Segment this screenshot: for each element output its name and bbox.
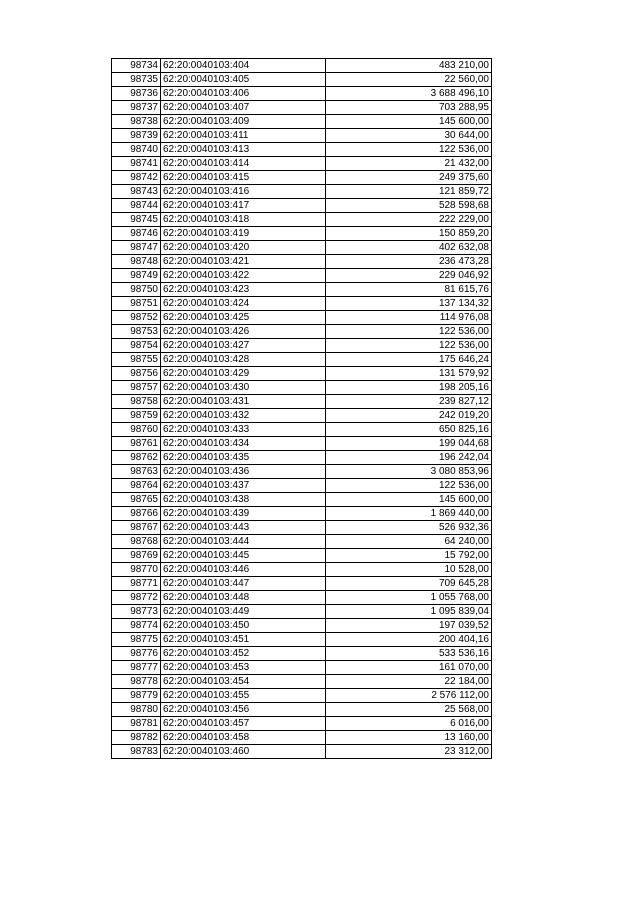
row-number-cell: 98767: [112, 521, 161, 535]
table-row: [112, 437, 492, 451]
table-row: [112, 255, 492, 269]
row-number-cell: 98778: [112, 675, 161, 689]
row-number-cell: 98760: [112, 423, 161, 437]
cadastral-number-cell: 62:20:0040103:423: [161, 283, 326, 297]
table-row: [112, 633, 492, 647]
cadastral-number-cell: 62:20:0040103:418: [161, 213, 326, 227]
table-row: [112, 311, 492, 325]
row-number-cell: 98776: [112, 647, 161, 661]
cadastral-value-cell: 199 044,68: [326, 437, 492, 451]
cadastral-number-cell: 62:20:0040103:414: [161, 157, 326, 171]
cadastral-number-cell: 62:20:0040103:435: [161, 451, 326, 465]
cadastral-number-cell: 62:20:0040103:449: [161, 605, 326, 619]
table-row: [112, 339, 492, 353]
row-number-cell: 98753: [112, 325, 161, 339]
table-row: [112, 241, 492, 255]
row-number-cell: 98774: [112, 619, 161, 633]
row-number-cell: 98781: [112, 717, 161, 731]
cadastral-value-cell: 402 632,08: [326, 241, 492, 255]
row-number-cell: 98755: [112, 353, 161, 367]
row-number-cell: 98750: [112, 283, 161, 297]
cadastral-value-cell: 650 825,16: [326, 423, 492, 437]
cadastral-value-cell: 197 039,52: [326, 619, 492, 633]
cadastral-number-cell: 62:20:0040103:425: [161, 311, 326, 325]
cadastral-value-cell: 198 205,16: [326, 381, 492, 395]
row-number-cell: 98763: [112, 465, 161, 479]
cadastral-number-cell: 62:20:0040103:439: [161, 507, 326, 521]
row-number-cell: 98765: [112, 493, 161, 507]
row-number-cell: 98780: [112, 703, 161, 717]
row-number-cell: 98779: [112, 689, 161, 703]
cadastral-value-cell: 13 160,00: [326, 731, 492, 745]
cadastral-number-cell: 62:20:0040103:421: [161, 255, 326, 269]
cadastral-number-cell: 62:20:0040103:458: [161, 731, 326, 745]
table-row: [112, 185, 492, 199]
table-row: [112, 717, 492, 731]
cadastral-number-cell: 62:20:0040103:445: [161, 549, 326, 563]
cadastral-value-cell: 222 229,00: [326, 213, 492, 227]
cadastral-number-cell: 62:20:0040103:448: [161, 591, 326, 605]
table-row: [112, 381, 492, 395]
table-row: [112, 465, 492, 479]
cadastral-number-cell: 62:20:0040103:422: [161, 269, 326, 283]
table-row: [112, 675, 492, 689]
table-row: [112, 395, 492, 409]
table-row: [112, 745, 492, 759]
table-row: [112, 171, 492, 185]
row-number-cell: 98737: [112, 101, 161, 115]
cadastral-number-cell: 62:20:0040103:428: [161, 353, 326, 367]
cadastral-number-cell: 62:20:0040103:447: [161, 577, 326, 591]
table-row: [112, 325, 492, 339]
row-number-cell: 98736: [112, 87, 161, 101]
row-number-cell: 98768: [112, 535, 161, 549]
row-number-cell: 98766: [112, 507, 161, 521]
cadastral-number-cell: 62:20:0040103:404: [161, 59, 326, 73]
table-row: [112, 451, 492, 465]
cadastral-number-cell: 62:20:0040103:444: [161, 535, 326, 549]
row-number-cell: 98771: [112, 577, 161, 591]
cadastral-value-cell: 236 473,28: [326, 255, 492, 269]
row-number-cell: 98754: [112, 339, 161, 353]
cadastral-value-cell: 121 859,72: [326, 185, 492, 199]
table-row: [112, 353, 492, 367]
cadastral-number-cell: 62:20:0040103:451: [161, 633, 326, 647]
cadastral-value-cell: 526 932,36: [326, 521, 492, 535]
row-number-cell: 98741: [112, 157, 161, 171]
cadastral-value-cell: 229 046,92: [326, 269, 492, 283]
cadastral-number-cell: 62:20:0040103:436: [161, 465, 326, 479]
cadastral-value-cell: 30 644,00: [326, 129, 492, 143]
cadastral-number-cell: 62:20:0040103:460: [161, 745, 326, 759]
cadastral-value-cell: 145 600,00: [326, 493, 492, 507]
row-number-cell: 98751: [112, 297, 161, 311]
cadastral-number-cell: 62:20:0040103:409: [161, 115, 326, 129]
row-number-cell: 98740: [112, 143, 161, 157]
cadastral-number-cell: 62:20:0040103:450: [161, 619, 326, 633]
row-number-cell: 98775: [112, 633, 161, 647]
row-number-cell: 98764: [112, 479, 161, 493]
cadastral-value-cell: 709 645,28: [326, 577, 492, 591]
table-row: [112, 731, 492, 745]
table-row: [112, 227, 492, 241]
cadastral-value-cell: 483 210,00: [326, 59, 492, 73]
cadastral-number-cell: 62:20:0040103:430: [161, 381, 326, 395]
cadastral-number-cell: 62:20:0040103:452: [161, 647, 326, 661]
cadastral-value-cell: 15 792,00: [326, 549, 492, 563]
table-row: [112, 521, 492, 535]
table-row: [112, 549, 492, 563]
cadastral-number-cell: 62:20:0040103:407: [161, 101, 326, 115]
cadastral-number-cell: 62:20:0040103:455: [161, 689, 326, 703]
row-number-cell: 98752: [112, 311, 161, 325]
cadastral-value-cell: 200 404,16: [326, 633, 492, 647]
table-row: [112, 619, 492, 633]
cadastral-number-cell: 62:20:0040103:457: [161, 717, 326, 731]
cadastral-number-cell: 62:20:0040103:413: [161, 143, 326, 157]
row-number-cell: 98770: [112, 563, 161, 577]
row-number-cell: 98759: [112, 409, 161, 423]
cadastral-value-cell: 122 536,00: [326, 339, 492, 353]
row-number-cell: 98746: [112, 227, 161, 241]
cadastral-number-cell: 62:20:0040103:427: [161, 339, 326, 353]
row-number-cell: 98773: [112, 605, 161, 619]
cadastral-value-cell: 25 568,00: [326, 703, 492, 717]
table-row: [112, 269, 492, 283]
cadastral-number-cell: 62:20:0040103:416: [161, 185, 326, 199]
cadastral-number-cell: 62:20:0040103:405: [161, 73, 326, 87]
table-row: [112, 577, 492, 591]
cadastral-number-cell: 62:20:0040103:437: [161, 479, 326, 493]
cadastral-value-cell: 6 016,00: [326, 717, 492, 731]
cadastral-value-cell: 1 869 440,00: [326, 507, 492, 521]
cadastral-number-cell: 62:20:0040103:424: [161, 297, 326, 311]
cadastral-value-cell: 10 528,00: [326, 563, 492, 577]
cadastral-value-cell: 533 536,16: [326, 647, 492, 661]
row-number-cell: 98757: [112, 381, 161, 395]
row-number-cell: 98743: [112, 185, 161, 199]
cadastral-value-cell: 3 080 853,96: [326, 465, 492, 479]
cadastral-value-cell: 22 184,00: [326, 675, 492, 689]
cadastral-value-cell: 21 432,00: [326, 157, 492, 171]
table-body: [112, 59, 492, 759]
table-row: [112, 297, 492, 311]
cadastral-number-cell: 62:20:0040103:432: [161, 409, 326, 423]
table-row: [112, 647, 492, 661]
cadastral-number-cell: 62:20:0040103:417: [161, 199, 326, 213]
table-row: [112, 73, 492, 87]
row-number-cell: 98782: [112, 731, 161, 745]
table-row: [112, 479, 492, 493]
row-number-cell: 98744: [112, 199, 161, 213]
cadastral-value-cell: 196 242,04: [326, 451, 492, 465]
cadastral-value-cell: 161 070,00: [326, 661, 492, 675]
table-row: [112, 661, 492, 675]
table-row: [112, 409, 492, 423]
cadastral-value-cell: 81 615,76: [326, 283, 492, 297]
cadastral-number-cell: 62:20:0040103:426: [161, 325, 326, 339]
cadastral-value-cell: 242 019,20: [326, 409, 492, 423]
cadastral-number-cell: 62:20:0040103:434: [161, 437, 326, 451]
cadastral-number-cell: 62:20:0040103:453: [161, 661, 326, 675]
row-number-cell: 98762: [112, 451, 161, 465]
cadastral-number-cell: 62:20:0040103:438: [161, 493, 326, 507]
cadastral-value-cell: 137 134,32: [326, 297, 492, 311]
row-number-cell: 98756: [112, 367, 161, 381]
row-number-cell: 98734: [112, 59, 161, 73]
cadastral-value-cell: 1 055 768,00: [326, 591, 492, 605]
row-number-cell: 98735: [112, 73, 161, 87]
table-row: [112, 143, 492, 157]
table-row: [112, 283, 492, 297]
row-number-cell: 98777: [112, 661, 161, 675]
row-number-cell: 98748: [112, 255, 161, 269]
cadastral-number-cell: 62:20:0040103:419: [161, 227, 326, 241]
table-row: [112, 129, 492, 143]
cadastral-value-cell: 703 288,95: [326, 101, 492, 115]
cadastral-number-cell: 62:20:0040103:431: [161, 395, 326, 409]
cadastral-number-cell: 62:20:0040103:433: [161, 423, 326, 437]
row-number-cell: 98747: [112, 241, 161, 255]
row-number-cell: 98745: [112, 213, 161, 227]
cadastral-value-cell: 150 859,20: [326, 227, 492, 241]
cadastral-number-cell: 62:20:0040103:429: [161, 367, 326, 381]
table-row: [112, 423, 492, 437]
row-number-cell: 98739: [112, 129, 161, 143]
table-row: [112, 493, 492, 507]
cadastral-value-cell: 145 600,00: [326, 115, 492, 129]
row-number-cell: 98749: [112, 269, 161, 283]
cadastral-value-cell: 64 240,00: [326, 535, 492, 549]
row-number-cell: 98758: [112, 395, 161, 409]
table-row: [112, 689, 492, 703]
table-row: [112, 157, 492, 171]
table-row: [112, 101, 492, 115]
cadastral-value-cell: 249 375,60: [326, 171, 492, 185]
cadastral-value-cell: 23 312,00: [326, 745, 492, 759]
cadastral-number-cell: 62:20:0040103:446: [161, 563, 326, 577]
cadastral-value-cell: 131 579,92: [326, 367, 492, 381]
table-row: [112, 199, 492, 213]
row-number-cell: 98738: [112, 115, 161, 129]
cadastral-number-cell: 62:20:0040103:411: [161, 129, 326, 143]
cadastral-value-cell: 122 536,00: [326, 143, 492, 157]
cadastral-number-cell: 62:20:0040103:454: [161, 675, 326, 689]
row-number-cell: 98783: [112, 745, 161, 759]
table-row: [112, 367, 492, 381]
table-row: [112, 535, 492, 549]
cadastral-value-cell: 3 688 496,10: [326, 87, 492, 101]
cadastral-value-cell: 1 095 839,04: [326, 605, 492, 619]
cadastral-value-cell: 2 576 112,00: [326, 689, 492, 703]
cadastral-number-cell: 62:20:0040103:443: [161, 521, 326, 535]
cadastral-value-cell: 122 536,00: [326, 325, 492, 339]
cadastral-value-cell: 114 976,08: [326, 311, 492, 325]
cadastral-number-cell: 62:20:0040103:406: [161, 87, 326, 101]
table-row: [112, 87, 492, 101]
table-row: [112, 703, 492, 717]
row-number-cell: 98772: [112, 591, 161, 605]
table-row: [112, 591, 492, 605]
table-row: [112, 59, 492, 73]
table-row: [112, 507, 492, 521]
table-row: [112, 605, 492, 619]
cadastral-number-cell: 62:20:0040103:415: [161, 171, 326, 185]
row-number-cell: 98761: [112, 437, 161, 451]
table-row: [112, 213, 492, 227]
cadastral-value-cell: 528 598,68: [326, 199, 492, 213]
cadastral-value-cell: 122 536,00: [326, 479, 492, 493]
cadastral-value-cell: 22 560,00: [326, 73, 492, 87]
table-row: [112, 563, 492, 577]
cadastral-number-cell: 62:20:0040103:456: [161, 703, 326, 717]
cadastral-value-table: [111, 58, 492, 759]
cadastral-value-cell: 239 827,12: [326, 395, 492, 409]
cadastral-value-cell: 175 646,24: [326, 353, 492, 367]
table-row: [112, 115, 492, 129]
row-number-cell: 98742: [112, 171, 161, 185]
cadastral-number-cell: 62:20:0040103:420: [161, 241, 326, 255]
row-number-cell: 98769: [112, 549, 161, 563]
